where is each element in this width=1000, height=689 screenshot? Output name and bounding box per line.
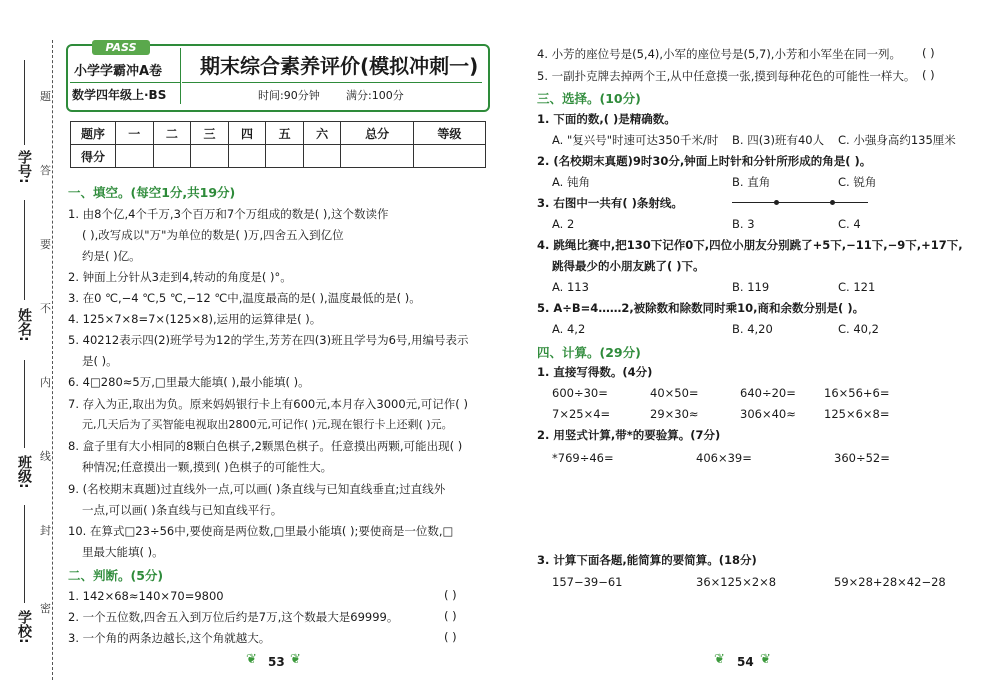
- ray-figure-point: [830, 200, 835, 205]
- question-text: 一点,可以画( )条直线与已知直线平行。: [82, 503, 283, 517]
- question-text: 约是( )亿。: [82, 249, 141, 263]
- question-text: 2. 一个五位数,四舍五入到万位后约是7万,这个数最大是69999。: [68, 610, 399, 624]
- exam-title: 期末综合素养评价(模拟冲刺一): [200, 54, 479, 78]
- calc-item: 640÷20=: [740, 386, 796, 400]
- ray-figure-point: [774, 200, 779, 205]
- option-c[interactable]: C. 4: [838, 217, 861, 231]
- question-text: 元,几天后为了买智能电视取出2800元,可记作( )元,现在银行卡上还剩( )元。: [82, 418, 453, 431]
- seal-char: 内: [40, 376, 51, 389]
- leaf-icon: ❦: [714, 652, 725, 667]
- question-text: 跳得最少的小朋友跳了( )下。: [552, 259, 705, 273]
- exam-time: 时间:90分钟: [258, 89, 320, 102]
- question-text: 10. 在算式□23÷56中,要使商是两位数,□里最小能填( );要使商是一位数,□: [68, 524, 454, 538]
- question-text: 5. 一副扑克牌去掉两个王,从中任意摸一张,摸到每种花色的可能性一样大。: [537, 69, 916, 83]
- calc-item: 360÷52=: [834, 451, 890, 465]
- score-cell[interactable]: [153, 145, 191, 168]
- question-text: 3. 一个角的两条边越长,这个角就越大。: [68, 631, 271, 645]
- option-a[interactable]: A. 4,2: [552, 322, 586, 336]
- seal-char: 密: [40, 602, 51, 615]
- question-text: 3. 在0 ℃,−4 ℃,5 ℃,−12 ℃中,温度最高的是( ),温度最低的是( )。: [68, 291, 421, 305]
- table-cell: 六: [303, 122, 341, 145]
- table-cell: 一: [116, 122, 154, 145]
- calc-item: 29×30≈: [650, 407, 699, 421]
- option-b[interactable]: B. 四(3)班有40人: [732, 133, 825, 147]
- option-b[interactable]: B. 直角: [732, 175, 771, 189]
- question-text: 4. 小芳的座位号是(5,4),小军的座位号是(5,7),小芳和小军坐在同一列。: [537, 47, 901, 61]
- question-text: 8. 盒子里有大小相同的8颗白色棋子,2颗黑色棋子。任意摸出两颗,可能出现( ): [68, 439, 463, 453]
- calc-item: 16×56+6=: [824, 386, 890, 400]
- option-c[interactable]: C. 小强身高约135厘米: [838, 133, 956, 147]
- leaf-icon: ❦: [290, 652, 301, 667]
- calc-item: 306×40≈: [740, 407, 796, 421]
- section-heading-calc: 四、计算。(29分): [537, 345, 641, 360]
- option-b[interactable]: B. 4,20: [732, 322, 773, 336]
- question-text: 3. 右图中一共有( )条射线。: [537, 196, 683, 210]
- question-text: 5. 40212表示四(2)班学号为12的学生,芳芳在四(3)班且学号为6号,用编号表示: [68, 333, 469, 347]
- section-heading-choice: 三、选择。(10分): [537, 91, 641, 106]
- section-heading-fill: 一、填空。(每空1分,共19分): [68, 185, 236, 200]
- calc-item: 36×125×2×8: [696, 575, 777, 589]
- table-cell: 五: [266, 122, 304, 145]
- answer-paren[interactable]: ( ): [922, 46, 935, 60]
- question-text: 1. 直接写得数。(4分): [537, 365, 653, 379]
- page-number: 54: [737, 655, 754, 669]
- option-c[interactable]: C. 40,2: [838, 322, 879, 336]
- exam-full-score: 满分:100分: [346, 89, 404, 102]
- header-divider: [70, 82, 180, 83]
- question-text: 1. 由8个亿,4个千万,3个百万和7个万组成的数是( ),这个数读作: [68, 207, 389, 221]
- student-id-label: 学号:: [16, 150, 32, 184]
- question-text: 1. 下面的数,( )是精确数。: [537, 112, 676, 126]
- class-blank[interactable]: [24, 360, 25, 448]
- table-cell: 得分: [71, 145, 116, 168]
- score-cell[interactable]: [341, 145, 413, 168]
- table-cell: 题序: [71, 122, 116, 145]
- option-a[interactable]: A. 2: [552, 217, 575, 231]
- class-label: 班级:: [16, 455, 32, 489]
- seal-char: 题: [40, 90, 51, 103]
- table-cell: 总分: [341, 122, 413, 145]
- header-divider: [182, 82, 482, 83]
- option-b[interactable]: B. 119: [732, 280, 770, 294]
- question-text: 9. (名校期末真题)过直线外一点,可以画( )条直线与已知直线垂直;过直线外: [68, 482, 446, 496]
- table-cell: 三: [191, 122, 229, 145]
- table-cell: 四: [228, 122, 266, 145]
- page-number: 53: [268, 655, 285, 669]
- score-cell[interactable]: [303, 145, 341, 168]
- leaf-icon: ❦: [760, 652, 771, 667]
- score-cell[interactable]: [228, 145, 266, 168]
- question-text: 2. (名校期末真题)9时30分,钟面上时针和分针所形成的角是( )。: [537, 154, 872, 168]
- header-divider: [180, 48, 181, 104]
- score-cell[interactable]: [116, 145, 154, 168]
- calc-item: 40×50=: [650, 386, 699, 400]
- school-label: 学校:: [16, 610, 32, 644]
- table-cell: 等级: [413, 122, 485, 145]
- grade-label: 数学四年级上·BS: [72, 88, 167, 102]
- answer-paren[interactable]: ( ): [444, 609, 457, 623]
- table-cell: 二: [153, 122, 191, 145]
- table-row: [71, 145, 486, 168]
- question-text: 4. 125×7×8=7×(125×8),运用的运算律是( )。: [68, 312, 322, 326]
- question-text: 4. 跳绳比赛中,把130下记作0下,四位小朋友分别跳了+5下,−11下,−9下,+17下,: [537, 238, 963, 252]
- score-cell[interactable]: [413, 145, 485, 168]
- calc-item: *769÷46=: [552, 451, 614, 465]
- leaf-icon: ❦: [246, 652, 257, 667]
- school-blank[interactable]: [24, 505, 25, 603]
- question-text: 2. 用竖式计算,带*的要验算。(7分): [537, 428, 721, 442]
- seal-char: 要: [40, 238, 51, 251]
- ray-figure-line: [732, 202, 868, 203]
- name-label: 姓名:: [16, 308, 32, 342]
- seal-char: 线: [40, 450, 51, 463]
- name-blank[interactable]: [24, 200, 25, 300]
- option-a[interactable]: A. 钝角: [552, 175, 590, 189]
- pass-logo: PASS: [92, 40, 150, 55]
- question-text: 1. 142×68≈140×70=9800: [68, 589, 224, 603]
- question-text: 7. 存入为正,取出为负。原来妈妈银行卡上有600元,本月存入3000元,可记作( ): [68, 397, 468, 411]
- calc-item: 600÷30=: [552, 386, 608, 400]
- section-heading-judge: 二、判断。(5分): [68, 568, 164, 583]
- question-text: 3. 计算下面各题,能简算的要简算。(18分): [537, 553, 757, 567]
- calc-item: 406×39=: [696, 451, 752, 465]
- calc-item: 157−39−61: [552, 575, 623, 589]
- seal-char: 不: [40, 302, 51, 315]
- calc-item: 125×6×8=: [824, 407, 890, 421]
- binding-line: [52, 40, 53, 680]
- answer-paren[interactable]: ( ): [444, 588, 457, 602]
- question-text: 2. 钟面上分针从3走到4,转动的角度是( )°。: [68, 270, 292, 284]
- answer-paren[interactable]: ( ): [444, 630, 457, 644]
- question-text: 种情况;任意摸出一颗,摸到( )色棋子的可能性大。: [82, 460, 333, 474]
- seal-char: 答: [40, 164, 51, 177]
- student-id-blank[interactable]: [24, 60, 25, 145]
- question-text: 里最大能填( )。: [82, 545, 164, 559]
- question-text: ( ),改写成以"万"为单位的数是( )万,四舍五入到亿位: [82, 228, 344, 242]
- calc-item: 59×28+28×42−28: [834, 575, 946, 589]
- table-row: [71, 122, 486, 145]
- option-a[interactable]: A. 113: [552, 280, 589, 294]
- option-c[interactable]: C. 锐角: [838, 175, 877, 189]
- option-c[interactable]: C. 121: [838, 280, 876, 294]
- option-b[interactable]: B. 3: [732, 217, 755, 231]
- score-cell[interactable]: [266, 145, 304, 168]
- score-table: [70, 121, 486, 168]
- calc-item: 7×25×4=: [552, 407, 611, 421]
- seal-char: 封: [40, 524, 51, 537]
- score-cell[interactable]: [191, 145, 229, 168]
- question-text: 5. A÷B=4……2,被除数和除数同时乘10,商和余数分别是( )。: [537, 301, 865, 315]
- series-name: 小学学霸冲A卷: [74, 64, 163, 79]
- question-text: 是( )。: [82, 354, 118, 368]
- question-text: 6. 4□280≈5万,□里最大能填( ),最小能填( )。: [68, 375, 310, 389]
- option-a[interactable]: A. "复兴号"时速可达350千米/时: [552, 133, 719, 147]
- answer-paren[interactable]: ( ): [922, 68, 935, 82]
